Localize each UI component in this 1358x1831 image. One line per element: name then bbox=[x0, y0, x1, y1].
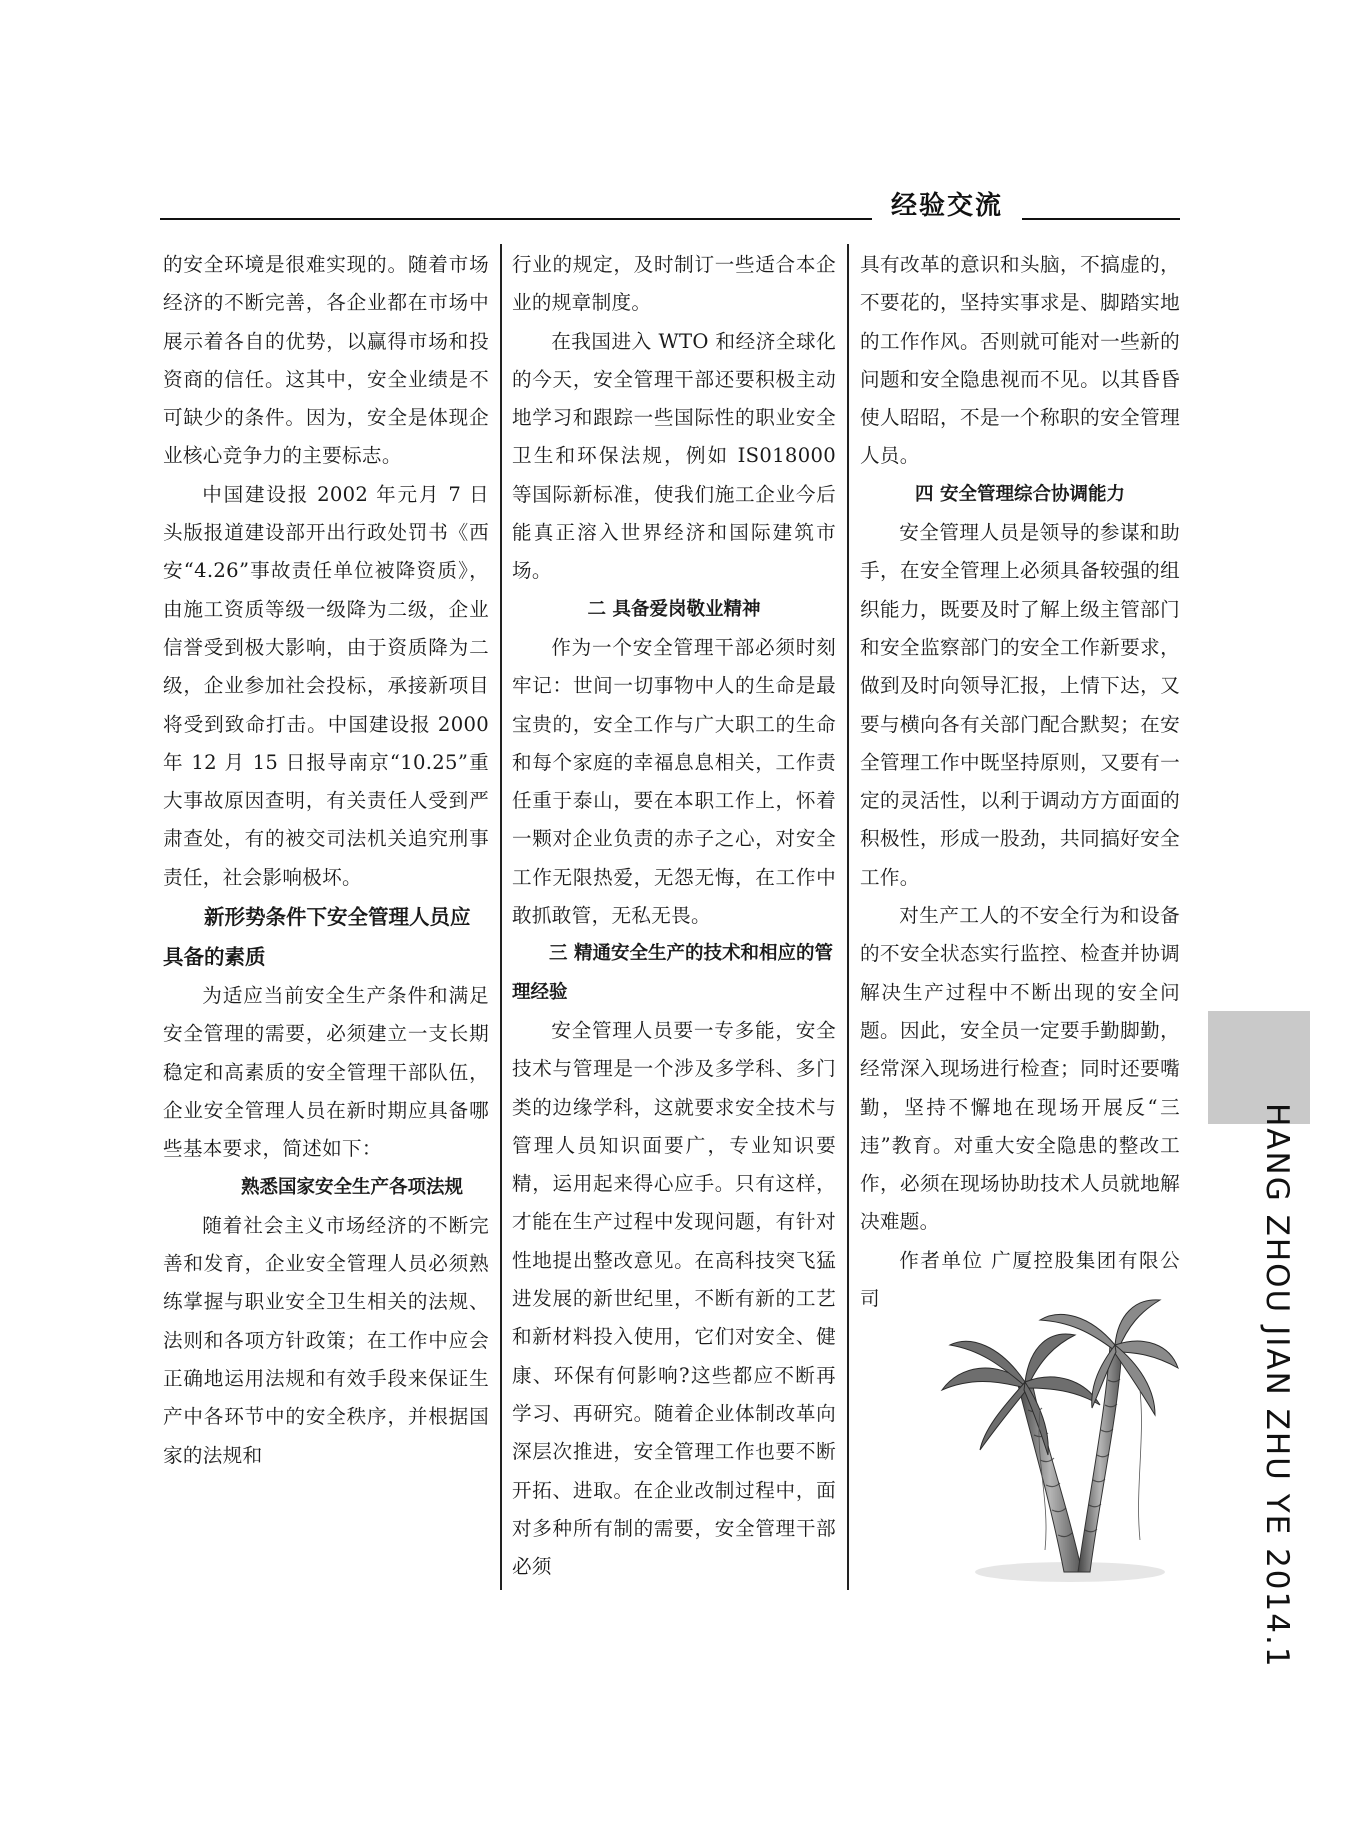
section-heading-4: 四 安全管理综合协调能力 bbox=[915, 483, 1125, 505]
paragraph: 为适应当前安全生产条件和满足安全管理的需要，必须建立一支长期稳定和高素质的安全管理干部队伍，企业安全管理人员在新时期应具备哪些基本要求，简述如下： bbox=[163, 984, 489, 1161]
text-column-2 bbox=[512, 246, 836, 1586]
paragraph: 具有改革的意识和头脑，不搞虚的，不要花的，坚持实事求是、脚踏实地的工作作风。否则就可能对一些新的问题和安全隐患视而不见。以其昏昏使人昭昭，不是一个称职的安全管理人员。 bbox=[860, 253, 1180, 468]
paragraph: 在我国进入 WTO 和经济全球化的今天，安全管理干部还要积极主动地学习和跟踪一些国际性的职业安全卫生和环保法规，例如 IS018000 等国际新标准，使我们施工企业今后能真正溶入世界经济和国际建筑市场。 bbox=[512, 329, 836, 583]
paragraph: 安全管理人员是领导的参谋和助手，在安全管理上必须具备较强的组织能力，既要及时了解上级主管部门和安全监察部门的安全工作新要求，做到及时向领导汇报，上情下达，又要与横向各有关部门配合默契；在安全管理工作中既坚持原则，又要有一定的灵活性，以利于调动方方面面的积极性，形成一股劲，共同搞好安全工作。 bbox=[860, 521, 1180, 889]
palm-tree-illustration bbox=[940, 1290, 1180, 1590]
section-heading-1: 熟悉国家安全生产各项法规 bbox=[241, 1176, 464, 1198]
article-heading: 新形势条件下安全管理人员应具备的素质 bbox=[163, 905, 471, 970]
journal-issue-label: HANG ZHOU JIAN ZHU YE 2014.1 bbox=[1259, 1103, 1295, 1669]
paragraph: 行业的规定，及时制订一些适合本企业的规章制度。 bbox=[512, 253, 836, 315]
text-column-1 bbox=[163, 246, 489, 1475]
text-column-3 bbox=[860, 246, 1180, 1318]
author-affiliation: 作者单位 广厦控股集团有限公司 bbox=[860, 1248, 1180, 1311]
paragraph: 对生产工人的不安全行为和设备的不安全状态实行监控、检查并协调解决生产过程中不断出现的安全问题。因此，安全员一定要手勤脚勤，经常深入现场进行检查；同时还要嘴勤，坚持不懈地在现场开展反“三违”教育。对重大安全隐患的整改工作，必须在现场协助技术人员就地解决难题。 bbox=[860, 904, 1180, 1234]
section-heading-2: 二 具备爱岗敬业精神 bbox=[587, 598, 761, 620]
paragraph: 安全管理人员要一专多能，安全技术与管理是一个涉及多学科、多门类的边缘学科，这就要求安全技术与管理人员知识面要广，专业知识要精，运用起来得心应手。只有这样，才能在生产过程中发现问题，有针对性地提出整改意见。在高科技突飞猛进发展的新世纪里，不断有新的工艺和新材料投入使用，它们对安全、健康、环保有何影响?这些都应不断再学习、再研究。随着企业体制改革向深层次推进，安全管理工作也要不断开拓、进取。在企业改制过程中，面对多种所有制的需要，安全管理干部必须 bbox=[512, 1018, 836, 1579]
column-divider-1 bbox=[500, 244, 502, 1590]
section-heading-3: 三 精通安全生产的技术和相应的管理经验 bbox=[512, 943, 833, 1003]
header-rule-left bbox=[160, 218, 872, 220]
paragraph: 作为一个安全管理干部必须时刻牢记：世间一切事物中人的生命是最宝贵的，安全工作与广大职工的生命和每个家庭的幸福息息相关，工作责任重于泰山，要在本职工作上，怀着一颗对企业负责的赤子之心，对安全工作无限热爱，无怨无悔，在工作中敢抓敢管，无私无畏。 bbox=[512, 635, 836, 928]
column-divider-2 bbox=[847, 244, 849, 1590]
paragraph: 的安全环境是很难实现的。随着市场经济的不断完善，各企业都在市场中展示着各自的优势，以赢得市场和投资商的信任。这其中，安全业绩是不可缺少的条件。因为，安全是体现企业核心竞争力的主要标志。 bbox=[163, 253, 489, 468]
paragraph: 随着社会主义市场经济的不断完善和发育，企业安全管理人员必须熟练掌握与职业安全卫生相关的法规、法则和各项方针政策；在工作中应会正确地运用法规和有效手段来保证生产中各环节中的安全秩序，并根据国家的法规和 bbox=[163, 1213, 489, 1467]
header-rule-right bbox=[1022, 218, 1180, 220]
section-title: 经验交流 bbox=[890, 191, 1003, 221]
paragraph: 中国建设报 2002 年元月 7 日头版报道建设部开出行政处罚书《西安“4.26”事故责任单位被降资质》，由施工资质等级一级降为二级，企业信誉受到极大影响，由于资质降为二级，企业参加社会投标，承接新项目将受到致命打击。中国建设报 2000 年 12 月 15 日报导南京“10.25”重大事故原因查明，有关责任人受到严肃查处，有的被交司法机关追究刑事责任，社会影响极坏。 bbox=[163, 482, 489, 889]
